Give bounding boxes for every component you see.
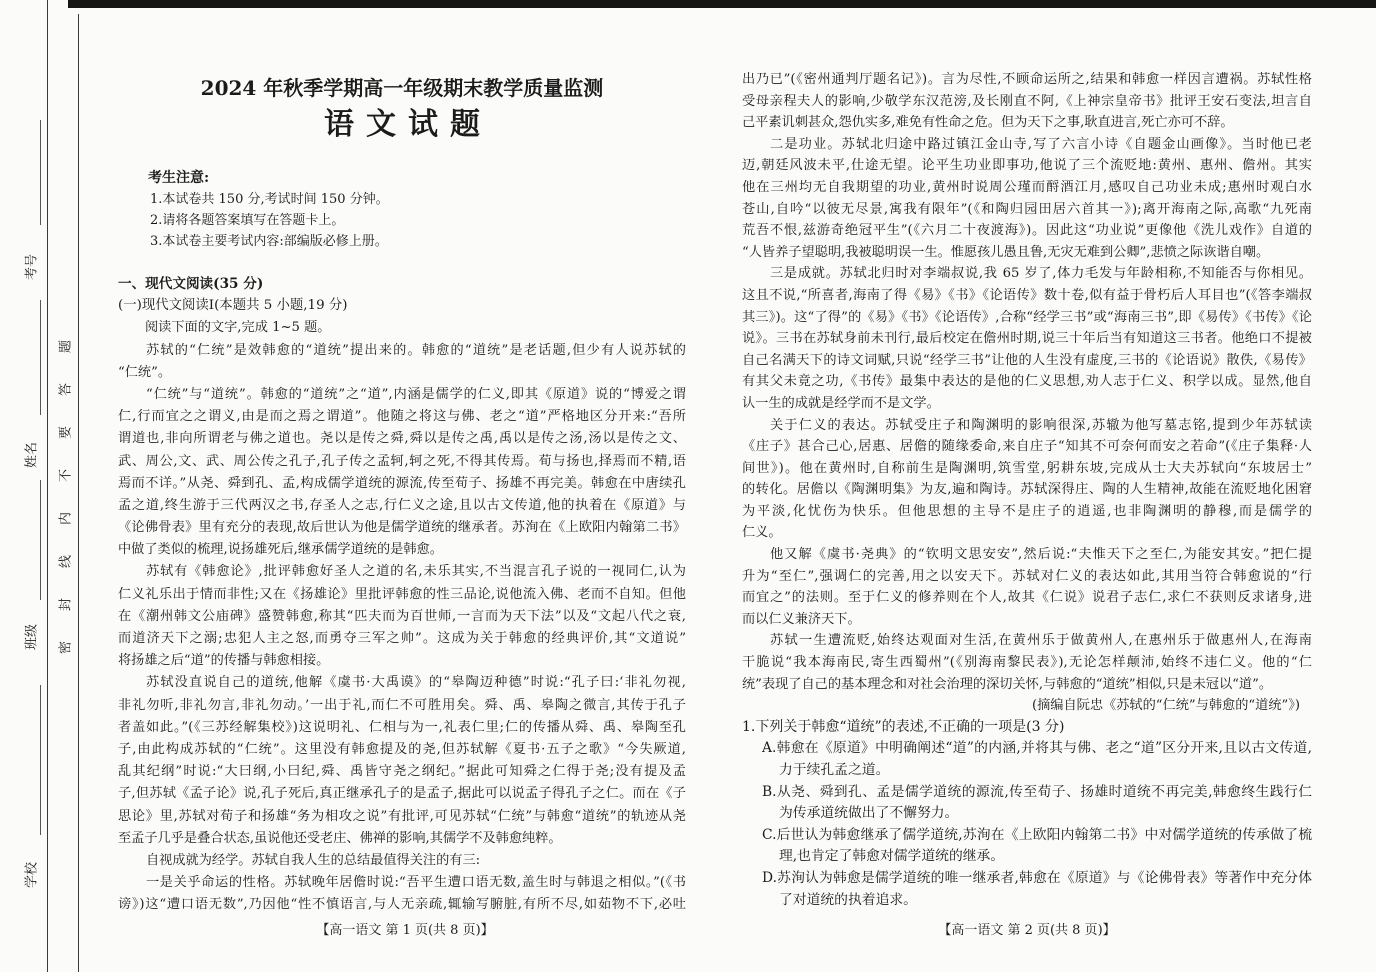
article-line: 为平淡,化忧伤为快乐。但他思想的主导不是庄子的逍遥,也非陶渊明的静穆,而是儒学的 — [742, 503, 1312, 519]
article-line: 乱其纪纲”时说:“大曰纲,小曰纪,舜、禹皆守尧之纲纪。”据此可知舜之仁得于尧;没有提及孟 — [118, 764, 686, 780]
name-label: 姓名 — [24, 441, 40, 469]
notice-item: 3.本试卷主要考试内容:部编版必修上册。 — [150, 234, 388, 249]
option-line: 为传承道统做出了不懈努力。 — [779, 805, 959, 822]
article-line: 谤》)这“遭口语无数”,乃因他“性不慎语言,与人无亲疏,辄输写腑脏,有所不尽,如茹物不下,必吐 — [118, 897, 686, 913]
article-line: “人皆养子望聪明,我被聪明误一生。惟愿孩儿愚且鲁,无灾无难到公卿”,悲愤之际诙谐自嘲。 — [742, 244, 1270, 260]
article-line: 的转化。居儋以《陶渊明集》为友,遍和陶诗。苏轼深得庄、陶的人生精神,故能在流贬地化困窘 — [742, 482, 1312, 498]
article-line: 间世》)。他在黄州时,自称前生是陶渊明,筑雪堂,躬耕东坡,完成从士大夫苏轼向“东坡居士” — [742, 460, 1312, 476]
left-column — [118, 273, 686, 916]
exam-no-label: 考号 — [24, 253, 40, 281]
seal-line-notice: 密封线内不要答题 — [58, 309, 74, 655]
right-column — [742, 69, 1312, 911]
article-line: 一是关乎命运的性格。苏轼晚年居儋时说:“吾平生遭口语无数,盖生时与韩退之相似。”(《书 — [146, 875, 686, 891]
article-line: 自视成就为经学。苏轼自我人生的总结最值得关注的有三: — [146, 852, 481, 868]
candidate-notice — [148, 168, 668, 252]
article-line: 荒吾不恨,兹游奇绝冠平生”(《六月二十夜渡海》)。因此这“功业说”更像他《洗儿戏作》自道的 — [742, 223, 1312, 239]
article-line: 有其父未竟之功,《书传》最集中表达的是他的仁义思想,劝人志于仁义、积学以成。显然,他自 — [742, 374, 1312, 390]
article-line: 升为“至仁”,强调仁的完善,用之以安天下。苏轼对仁义的表达如此,其用当符合韩愈说的“行 — [742, 568, 1312, 584]
article-line: 苏轼一生遭流贬,始终达观面对生活,在黄州乐于做黄州人,在惠州乐于做惠州人,在海南 — [770, 633, 1312, 649]
option-line: C.后世认为韩愈继承了儒学道统,苏洵在《上欧阳内翰第二书》中对儒学道统的传承做了梳 — [762, 826, 1312, 843]
article-line: 他在三州均无自我期望的功业,黄州时说周公瑾而酹酒江月,感叹自己功业未成;惠州时观白水 — [742, 179, 1312, 195]
class-label: 班级 — [24, 623, 40, 651]
article-line: 统”表现了自己的基本理念和对社会治理的深切关怀,与韩愈的“道统”相似,只是未冠以“道”。 — [742, 676, 1273, 692]
article-line: 其三》)。这“了得”的《易》《书》《论语传》,合称“经学三书”或“海南三书”,即《易传》《书传》《论 — [742, 309, 1312, 325]
article-line: 苏轼有《韩愈论》,批评韩愈好圣人之道的名,未乐其实,不当混言孔子说的一视同仁,认为 — [146, 564, 686, 580]
section-heading: 一、现代文阅读(35 分) — [118, 276, 264, 292]
exam-subject: 语文试题 — [324, 107, 492, 142]
article-line: 仁义。 — [742, 525, 782, 541]
option-line: 理,也肯定了韩愈对儒学道统的继承。 — [779, 848, 1005, 865]
option-line: D.苏洵认为韩愈是儒学道统的唯一继承者,韩愈在《原道》与《论佛骨表》等著作中充分体 — [762, 869, 1312, 886]
article-line: 说》。三书在苏轼身前未刊行,最后校定在儋州时期,说三十年后当有知道这三书者。他绝口不提被 — [742, 331, 1312, 347]
article-line: 孟之道,终生游于三代两汉之书,存圣人之志,行仁义之途,且以古文传道,他的执着在《原道》与 — [118, 497, 686, 513]
option-line: 力于续孔孟之道。 — [779, 762, 890, 778]
article-line: 受母亲程夫人的影响,少敬学东汉范滂,及长刚直不阿,《上神宗皇帝书》批评王安石变法,坦言自 — [742, 93, 1312, 109]
notice-item: 1.本试卷共 150 分,考试时间 150 分钟。 — [150, 192, 389, 207]
binding-line-inner — [78, 14, 79, 972]
article-line: 《论佛骨表》里有充分的表现,故后世认为他是儒学道统的继承者。苏洵在《上欧阳内翰第二书》 — [118, 520, 686, 536]
article-line: 迈,朝廷风波未平,仕途无望。论平生功业即事功,他说了三个流贬地:黄州、惠州、儋州。其实 — [742, 158, 1312, 174]
article-line: 中做了类似的梳理,说扬雄死后,继承儒学道统的是韩愈。 — [118, 542, 443, 558]
article-line: 焉而不详。”从尧、舜到孔、孟,构成儒学道统的源流,传至荀子、扬雄不再完美。韩愈在中唐续孔 — [118, 475, 686, 491]
article-line: 将扬雄之后“道”的传播与韩愈相接。 — [118, 653, 330, 669]
article-line: 苏轼没直说自己的道统,他解《虞书·大禹谟》的“皋陶迈种德”时说:“孔子曰:‘非礼勿视, — [146, 675, 686, 691]
name-blank — [40, 300, 41, 415]
question-stem: 1.下列关于韩愈“道统”的表述,不正确的一项是(3 分) — [742, 718, 1065, 735]
article-line: 非礼勿听,非礼勿言,非礼勿动。’一出于礼,而仁不可胜用矣。舜、禹、皋陶之微言,其传于孔子 — [118, 697, 686, 713]
article-line: 苍山,自吟“以彼无尽景,寓我有限年”(《和陶归园田居六首其一》);离开海南之际,高歌“九死南 — [742, 201, 1312, 217]
article-line: 三是成就。苏轼北归时对李端叔说,我 65 岁了,体力毛发与年龄相称,不知能否与你相见。 — [770, 266, 1312, 282]
exam-no-blank — [40, 120, 41, 225]
article-line: 他又解《虞书·尧典》的“钦明文思安安”,然后说:“夫惟天下之至仁,为能安其安。”把仁提 — [770, 547, 1312, 563]
article-line: 者盖如此。”(《三苏经解集校》)这说明礼、仁相与为一,礼表仁里;仁的传播从舜、禹、皋陶至孔 — [118, 719, 686, 735]
article-line: 而道济天下之溺;忠犯人主之怒,而勇夺三军之帅”。这成为关于韩愈的经典评价,其“文道说” — [118, 631, 686, 646]
article-line: 思论》里,苏轼对荀子和扬雄“务为相攻之说”有批评,可见苏轼“仁统”与韩愈“道统”的轨迹从尧 — [118, 808, 686, 824]
page-footer-right: 【高一语文 第 2 页(共 8 页)】 — [938, 923, 1116, 938]
article-line: 关于仁义的表达。苏轼受庄子和陶渊明的影响很深,苏辙为他写墓志铭,提到少年苏轼读 — [770, 417, 1312, 433]
article-line: 苏轼的“仁统”是效韩愈的“道统”提出来的。韩愈的“道统”是老话题,但少有人说苏轼的 — [146, 342, 686, 358]
school-label: 学校 — [24, 861, 40, 889]
article-line: 这且不说,“所喜者,海南了得《易》《书》《论语传》数十卷,似有益于骨朽后人耳目也”(《答李端叔 — [742, 287, 1312, 303]
notice-heading: 考生注意: — [148, 170, 210, 186]
article-line: 出乃已”(《密州通判厅题名记》)。言为尽性,不顾命运所之,结果和韩愈一样因言遭祸。苏轼性格 — [742, 72, 1312, 87]
source-citation: (摘编自阮忠《苏轼的“仁统”与韩愈的“道统”》) — [1031, 698, 1300, 714]
article-line: 干脆说“我本海南民,寄生西蜀州”(《别海南黎民表》),无论怎样颠沛,始终不违仁义。他的“仁 — [742, 655, 1312, 671]
article-line: 《庄子》甚合己心,居惠、居儋的随缘委命,来自庄子“知其不可奈何而安之若命”(《庄子集释·人 — [742, 439, 1312, 455]
reading-instruction: 阅读下面的文字,完成 1~5 题。 — [145, 320, 331, 336]
article-line: 谓道也,非向所谓老与佛之道也。尧以是传之舜,舜以是传之禹,禹以是传之汤,汤以是传之文、 — [118, 431, 686, 447]
exam-title: 2024 年秋季学期高一年级期末教学质量监测 — [200, 76, 604, 100]
article-line: 仁义礼乐出于情而非性;又在《扬雄论》里批评韩愈的性三品论,说他流入佛、老而不自知。但他 — [118, 586, 686, 602]
binding-line-outer — [47, 0, 48, 972]
article-line: 子,由此构成苏轼的“仁统”。这里没有韩愈提及的尧,但苏轼解《夏书·五子之歌》“今失厥道, — [118, 741, 686, 757]
article-line: 己平素讥刺甚众,怨仇实多,难免有性命之危。但为天下之事,耿直进言,死亡亦可不辞。 — [742, 115, 1234, 131]
option-line: B.从尧、舜到孔、孟是儒学道统的源流,传至荀子、扬雄时道统不再完美,韩愈终生践行仁 — [762, 783, 1312, 800]
article-line: 至孟子几乎是叠合状态,虽说他还受老庄、佛禅的影响,其儒学不及韩愈纯粹。 — [118, 830, 562, 846]
article-line: 二是功业。苏轼北归途中路过镇江金山寺,写了六言小诗《自题金山画像》。当时他已老 — [770, 136, 1312, 152]
article-line: 子,但苏轼《孟子论》说,孔子死后,真正继承孔子的是孟子,据此可以说孟子得孔子之仁。而在《子 — [118, 786, 686, 802]
subsection-heading: (一)现代文阅读Ⅰ(本题共 5 小题,19 分) — [118, 298, 348, 314]
article-line: 而以仁义兼济天下。 — [742, 611, 861, 627]
page-footer-left: 【高一语文 第 1 页(共 8 页)】 — [316, 923, 494, 938]
article-line: “仁统”与“道统”。韩愈的“道统”之“道”,内涵是儒学的仁义,即其《原道》说的“博爱之谓 — [146, 386, 686, 402]
class-blank — [40, 480, 41, 600]
article-line: 认一生的成就是经学而不是文学。 — [742, 395, 940, 411]
option-line: 了对道统的执着追求。 — [779, 891, 917, 908]
article-line: 仁,行而宜之之谓义,由是而之焉之谓道”。他随之将这与佛、老之“道”严格地区分开来:“吾所 — [118, 409, 686, 425]
article-line: 武、周公,文、武、周公传之孔子,孔子传之孟轲,轲之死,不得其传焉。荀与扬也,择焉而不精,语 — [118, 453, 686, 469]
article-line: 自己名满天下的诗文词赋,只说“经学三书”让他的人生没有虚度,三书的《论语说》散佚,《易传》 — [742, 352, 1312, 368]
option-line: A.韩愈在《原道》中明确阐述“道”的内涵,并将其与佛、老之“道”区分开来,且以古文传道, — [762, 740, 1312, 757]
article-line: 在《潮州韩文公庙碑》盛赞韩愈,称其“匹夫而为百世师,一言而为天下法”以及“文起八代之衰, — [118, 608, 686, 624]
article-line: “仁统”。 — [118, 364, 172, 380]
top-border — [68, 0, 1376, 8]
school-blank — [40, 685, 41, 835]
notice-item: 2.请将各题答案填写在答题卡上。 — [150, 213, 345, 228]
article-line: 而宜之”的法则。至于仁义的修养则在个人,故其《仁说》说君子志仁,求仁不获则反求诸身,进 — [742, 590, 1312, 606]
